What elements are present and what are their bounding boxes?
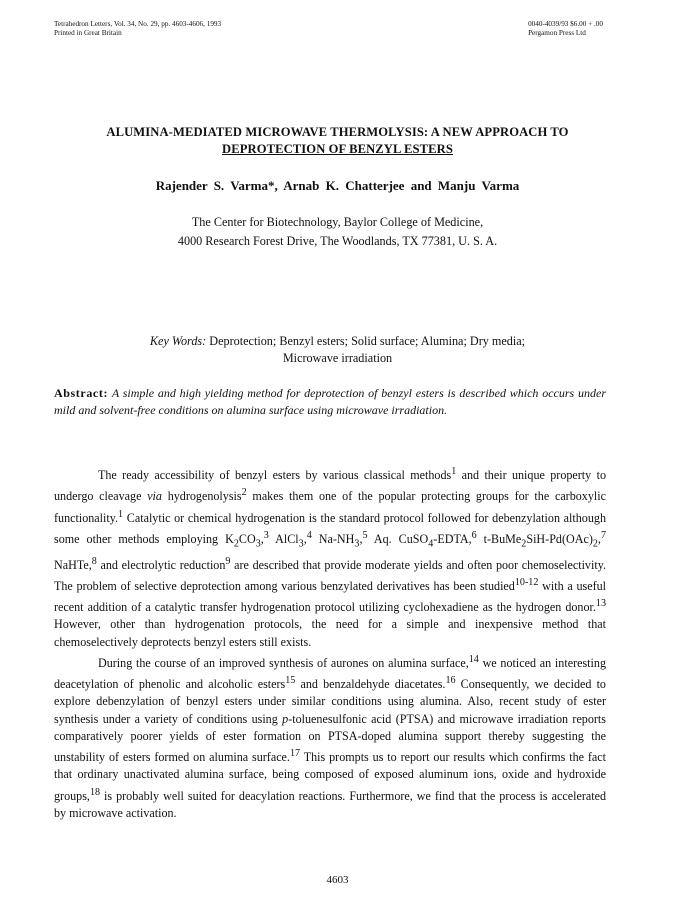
abstract [54,385,606,419]
citation-ref: 14 [468,653,479,665]
affiliation-line-1: The Center for Biotechnology, Baylor College of Medicine, [191,215,484,229]
citation-ref: 8 [91,555,97,567]
citation-ref: 2 [241,487,247,499]
abstract-label: Abstract: [54,386,109,400]
body-paragraph-2: During the course of an improved synthesis of aurones on alumina surface,$^{14}$ we noticed an interesting deacetylation of phenolic and alcoholic esters$^{15}$ and benzaldehyde diacetates.$^{16}$ Consequently, we decided to explore debenzylation of benzyl esters under similar conditions using alumina. Also, recent study of ester synthesis under a variety of conditions using p-toluenesulfonic acid (PTSA) and microwave irradiation reports comparatively poorer yields of ester formation on PTSA-doped alumina support thereby suggesting the unstability of esters formed on alumina surface.$^{17}$ This prompts us to report our results which confirms the fact that ordinary unactivated alumina surface, being composed of exposed aluminum ions, oxide and hydroxide groups,$^{18}$ is probably well suited for deacylation reactions. Furthermore, we find that the process is accelerated by microwave activation. [54,653,606,820]
affiliation-line-2: 4000 Research Forest Drive, The Woodlands, TX 77381, U. S. A. [177,234,498,248]
citation-ref: 13 [595,598,606,610]
citation-ref: 18 [89,786,101,798]
journal-citation [54,20,221,38]
citation-ref: 16 [445,675,456,687]
title-line-2: DEPROTECTION OF BENZYL ESTERS [222,142,453,156]
abstract-text: A simple and high yielding method for deprotection of benzyl esters is described which occurs under mild and solvent-free conditions on alumina surface using microwave irradiation. [54,386,607,417]
citation-ref: 5 [362,529,368,541]
body-paragraph-1: The ready accessibility of benzyl esters by various classical methods$^1$ and their unique property to undergo cleavage via hydrogenolysis$^2$ makes them one of the popular protecting groups for the carboxylic functionality.$^1$ Catalytic or chemical hydrogenation is the standard protocol followed for debenzylation although some other methods employing $K_2CO_3,^3$ AlCl$_3$,$^4$ $Na-NH_3,^5$ Aq. CuSO$_4$-EDTA,$^6$ $t-BuMe_2SiH-Pd(OAc)_2,^7$ NaHTe,$^8$ and electrolytic reduction$^9$ are described that provide moderate yields and often poor chemoselectivity. The problem of selective deprotection among various benzylated derivatives has been studied$^{10-12}$ with a useful recent addition of a catalytic transfer hydrogenation protocol utilizing cyclohexadiene as the hydrogen donor.$^{13}$ However, other than hydrogenation protocols, the need for a simple and inexpensive method that chemoselectively deprotects benzyl esters still exists. [54,466,607,649]
affiliation [40,213,635,251]
author-list: Rajender S. Varma*, Arnab K. Chatterjee and Manju Varma [155,178,520,193]
citation-ref: 1 [118,508,124,520]
citation-ref: 15 [285,675,296,687]
citation-ref: 17 [289,748,301,760]
journal-code [528,20,603,38]
citation-ref: 4 [306,529,312,541]
body-text [54,463,606,822]
citation-ref: 3 [263,529,269,541]
page-number: 4603 [326,874,349,886]
citation-ref: 6 [471,529,477,541]
keywords-label: Key Words: [149,334,207,348]
paper-title [40,124,635,158]
publisher-line: Pergamon Press Ltd [528,29,586,37]
citation-ref: 7 [600,529,606,541]
keywords [100,333,575,367]
keywords-line-1: Deprotection; Benzyl esters; Solid surface; Alumina; Dry media; [209,334,526,348]
citation-ref: 10-12 [514,576,539,588]
citation-ref: 1 [451,466,457,477]
keywords-line-2: Microwave irradiation [282,351,393,365]
journal-citation-line: Tetrahedron Letters, Vol. 34, No. 29, pp. 4603-4606, 1993 [54,20,222,28]
title-line-1: ALUMINA-MEDIATED MICROWAVE THERMOLYSIS: A NEW APPROACH TO [106,125,569,139]
citation-ref: 9 [225,555,231,567]
issn-price-line: 0040-4039/93 $6.00 + .00 [528,20,603,28]
printed-in-line: Printed in Great Britain [54,29,122,37]
